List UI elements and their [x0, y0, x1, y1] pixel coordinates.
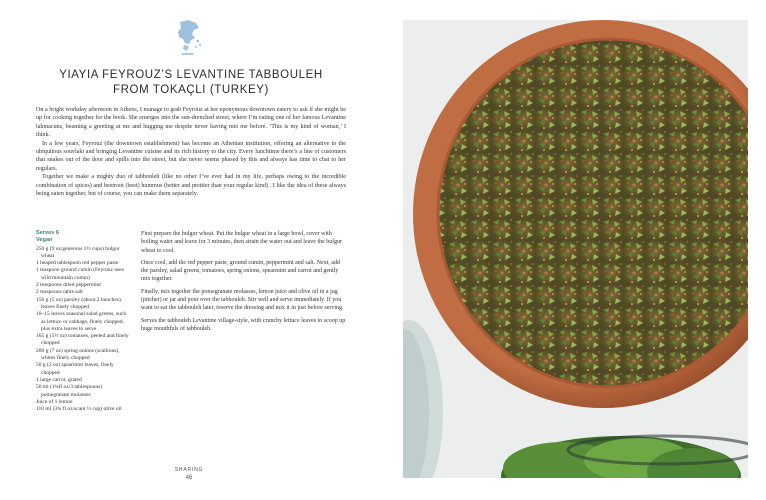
ingredient-item: 165 g (5½ oz) tomatoes, peeled and finely chopped	[36, 333, 129, 347]
method-paragraph: First prepare the bulgur wheat. Put the bulgur wheat in a large bowl, cover with boiling water and leave for 3 minutes, then strain the water out and leave the bulgur wheat to cool.	[141, 231, 342, 254]
ingredient-item: 50 g (2 oz) spearmint leaves, finely chopped	[36, 362, 114, 376]
method-paragraph: Once cool, add the red pepper paste, ground cumin, peppermint and salt. Next, add the parsley, salad greens, tomatoes, spring onions, spearmint and carrot and gently mix together.	[141, 259, 340, 283]
ingredient-item: 250 g (9 oz/generous 1½ cups) bulgur wheat	[36, 245, 120, 259]
intro-paragraph: On a bright workday afternoon in Athens, I manage to grab Feyrouz at her eponymous downtown eatery to ask if she might be up for cooking together for the book. She emerges into the sun-drenched street, where I’m eating one of her famous Levantine lahmacuns, beaming a greeting at me and hugging me despite never having met me before. ‘This is my kind of woman,’ I think.	[36, 107, 346, 139]
recipe-title-line: YIAYIA FEYROUZ’S LEVANTINE TABBOULEH	[59, 69, 323, 81]
intro-text	[36, 106, 346, 198]
diet-label: Vegan	[36, 237, 53, 244]
ingredient-item: 2 teaspoons dried peppermint	[36, 282, 101, 289]
method-paragraph: Finally, mix together the pomegranate molasses, lemon juice and olive oil in a jug (pitcher) or jar and pour over the tabbouleh. Stir well and serve immediately. If you want to eat the tabbouleh later, reserve the dressing and mix it in just before serving.	[141, 288, 344, 312]
ingredient-item: 1 teaspoon ground cumin (Feyrouz uses wild mountain cumin)	[36, 267, 124, 281]
ingredient-item: 110 ml (3¾ fl oz/scant ½ cup) olive oil	[36, 406, 122, 413]
ingredient-item: 1 heaped tablespoon red pepper paste	[36, 260, 119, 267]
ingredient-item: 200 g (7 oz) spring onions (scallions), whites finely chopped	[36, 347, 120, 362]
ingredients-column	[36, 230, 131, 413]
method-paragraph: Serves the tabbouleh Levantine village-style, with crunchy lettuce leaves to scoop up huge mouthfuls of tabbouleh.	[141, 317, 346, 332]
tabbouleh-photo	[403, 20, 748, 478]
greece-map-icon	[172, 18, 206, 58]
method-column	[141, 230, 346, 337]
recipe-title	[40, 68, 342, 98]
ingredient-item: 1 large carrot, grated	[36, 376, 82, 383]
section-label: SHARING	[174, 467, 204, 473]
intro-paragraph: Together we make a mighty duo of tabbouleh (like no other I’ve ever had in my life, perhaps owing to the incredible combination of spices) and beetroot (beet) hummus (better and prettier than your regular kind) . I like the idea of these always being eaten together, but of course, you can make them separately.	[36, 174, 346, 198]
recipe-title-line: FROM TOKAÇLI (TURKEY)	[113, 84, 269, 96]
page-number: 46	[185, 475, 193, 481]
serves-label: Serves 6	[36, 230, 60, 236]
ingredient-item: 2 teaspoons table salt	[36, 289, 83, 296]
ingredient-item: 50 ml (1¾fl oz/3 tablespoons) pomegranate molasses	[36, 384, 103, 398]
tabbouleh-bowl-illustration	[403, 20, 748, 478]
intro-paragraph: In a few years, Feyrouz (the downtown establishment) has become an Athenian institution, offering an alternative to the ubiquitous souvlaki and bringing Levantine cuisine and its rich history to the city. Every lunchtime there’s a line of customers that snakes out of the door and spills into the street, but she never seems phased by this and always has time to chat to her regulars.	[36, 140, 346, 172]
page-footer	[150, 467, 228, 481]
ingredients-list	[36, 246, 131, 414]
ingredient-item: 10–15 leaves seasonal salad greens, such as lettuce or cabbage, finely chopped, plus extra leaves to serve	[36, 311, 127, 332]
ingredient-item: Juice of 1 lemon	[36, 398, 73, 405]
ingredient-item: 150 g (5 oz) parsley (about 2 bunches), leaves finely chopped	[36, 296, 123, 310]
right-page	[383, 0, 766, 500]
